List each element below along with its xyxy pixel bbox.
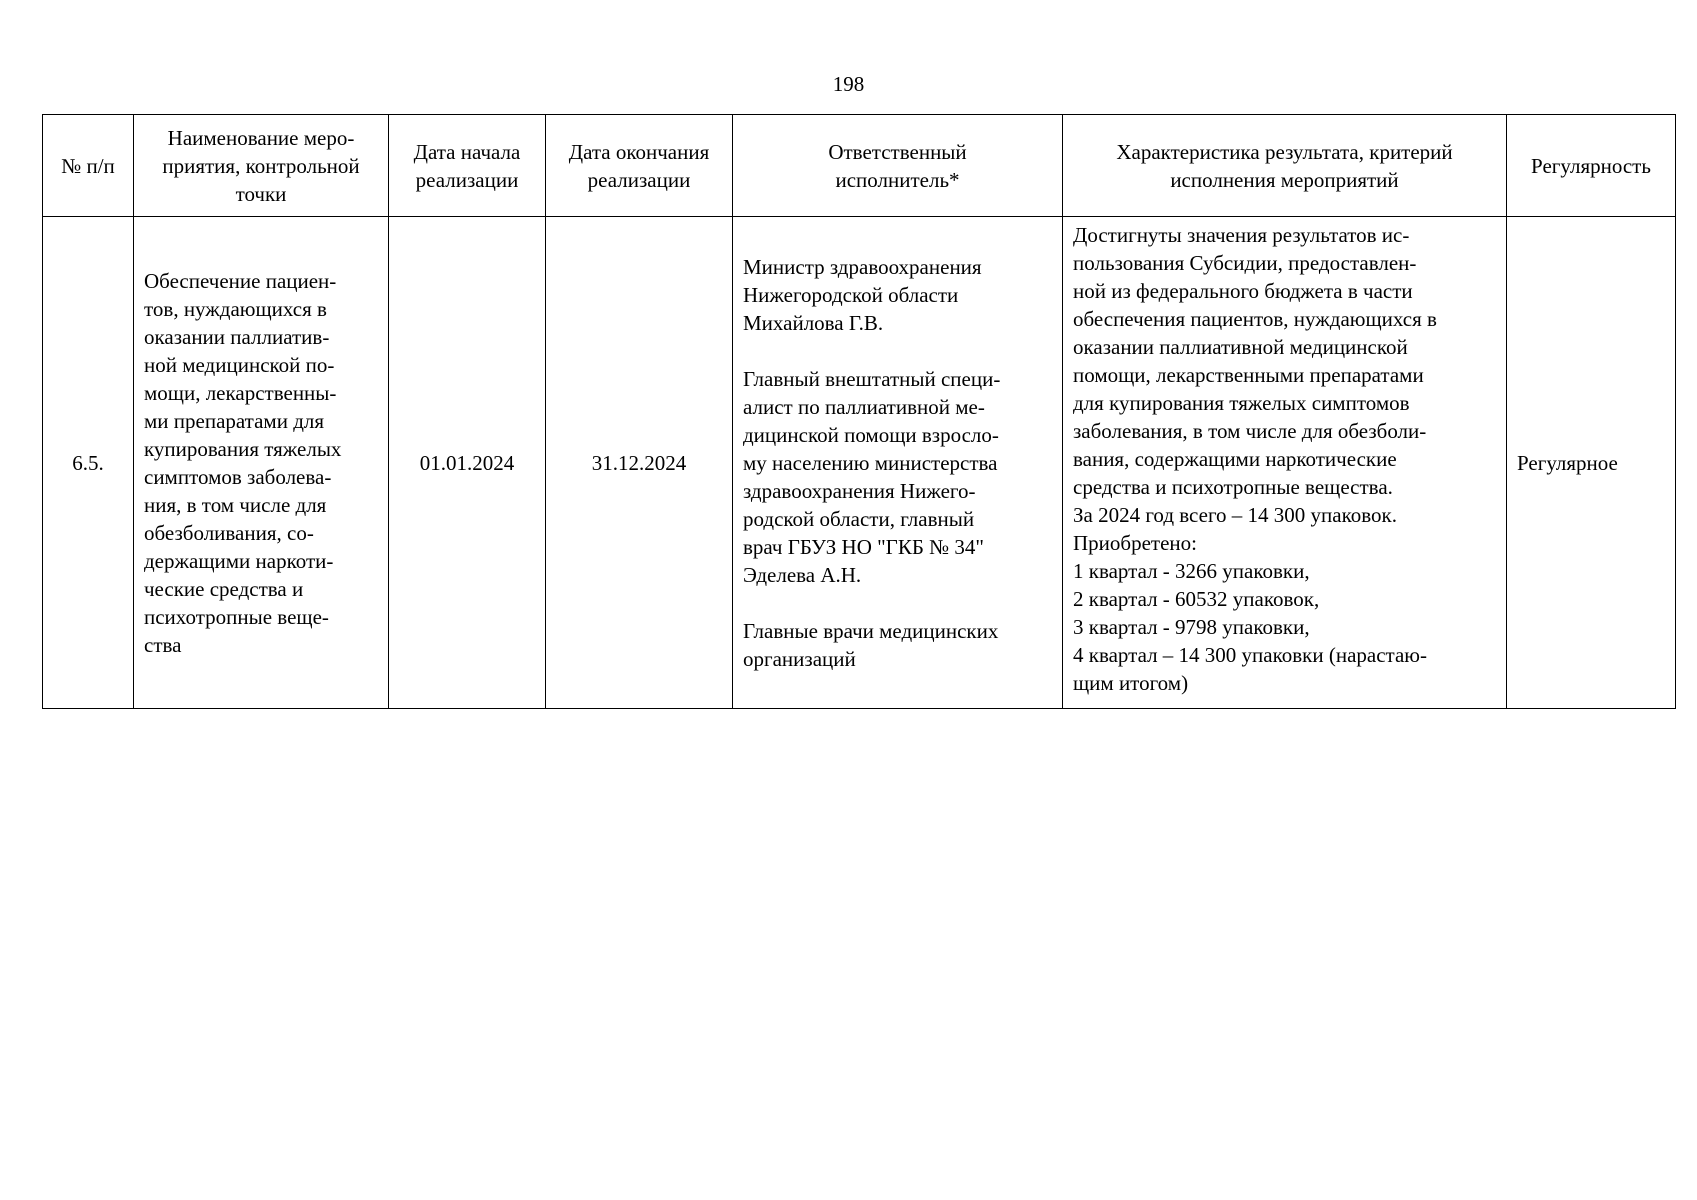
cell-num: 6.5. [43, 217, 134, 709]
table-header-row [43, 115, 1676, 217]
header-regularity: Регулярность [1507, 115, 1676, 217]
cell-end-date: 31.12.2024 [546, 217, 733, 709]
cell-result: Достигнуты значения результатов ис- пользования Субсидии, предоставлен- ной из федерального бюджета в части обеспечения пациентов, нуждающихся в оказании паллиативной медицинской помощи, лекарственными препаратами для купирования тяжелых симптомов заболевания, в том числе для обезболи- вания, содержащими наркотические средства и психотропные вещества. За 2024 год всего – 14 300 упаковок. Приобретено: 1 квартал - 3266 упаковки, 2 квартал - 60532 упаковок, 3 квартал - 9798 упаковки, 4 квартал – 14 300 упаковки (нарастаю- щим итогом) [1063, 217, 1507, 709]
table-row [43, 217, 1676, 709]
header-start-date: Дата начала реализации [389, 115, 546, 217]
header-end-date: Дата окончания реализации [546, 115, 733, 217]
header-responsible: Ответственный исполнитель* [733, 115, 1063, 217]
activities-table [42, 114, 1676, 709]
cell-regularity: Регулярное [1507, 217, 1676, 709]
header-num: № п/п [43, 115, 134, 217]
header-name: Наименование меро- приятия, контрольной точки [134, 115, 389, 217]
cell-responsible: Министр здравоохранения Нижегородской области Михайлова Г.В. Главный внештатный специ- алист по паллиативной ме- дицинской помощи взросло- му населению министерства здравоохранения Нижего- родской области, главный врач ГБУЗ НО "ГКБ № 34" Эделева А.Н. Главные врачи медицинских организаций [733, 217, 1063, 709]
cell-start-date: 01.01.2024 [389, 217, 546, 709]
header-result: Характеристика результата, критерий исполнения мероприятий [1063, 115, 1507, 217]
page-number: 198 [832, 72, 865, 96]
cell-name: Обеспечение пациен- тов, нуждающихся в оказании паллиатив- ной медицинской по- мощи, лекарственны- ми препаратами для купирования тяжелых симптомов заболева- ния, в том числе для обезболивания, со- держащими наркоти- ческие средства и психотропные веще- ства [134, 217, 389, 709]
